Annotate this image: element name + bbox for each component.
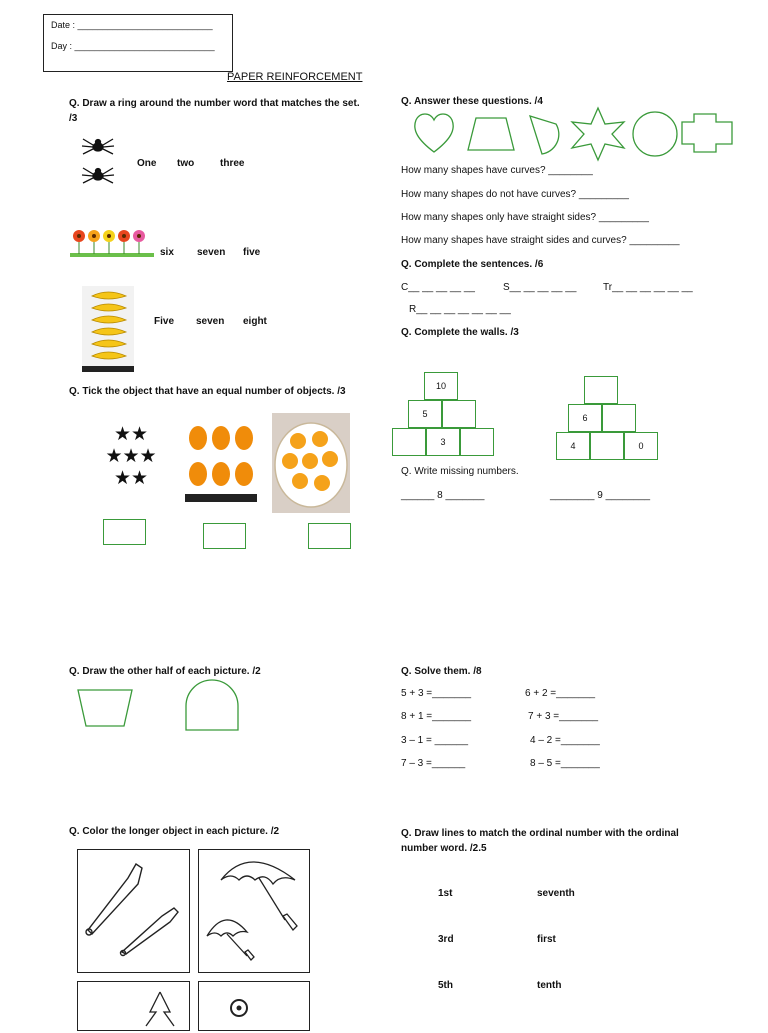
wall-left-top[interactable]: 10 <box>424 372 458 400</box>
heart-shape <box>415 114 453 152</box>
spiders-image <box>78 134 118 190</box>
wall-left-bot-2[interactable]: 3 <box>426 428 460 456</box>
tree-drawing <box>78 982 189 1030</box>
ring-word-2-3[interactable]: five <box>243 247 261 258</box>
ring-word-1-3[interactable]: three <box>220 158 245 169</box>
solve-question: Q. Solve them. /8 <box>401 666 482 677</box>
cross-shape <box>682 114 732 152</box>
solve-r3[interactable]: 4 – 2 =_______ <box>530 735 600 746</box>
wall-left-bot-3[interactable] <box>460 428 494 456</box>
sentence-r[interactable]: R__ __ __ __ __ __ __ <box>409 304 511 315</box>
circle-shape <box>633 112 677 156</box>
ring-question: Q. Draw a ring around the number word that matches the set. /3 <box>69 98 360 124</box>
shapes-line-1[interactable]: How many shapes have curves? ________ <box>401 165 593 176</box>
ring-word-2-1[interactable]: six <box>160 247 174 258</box>
missing-b[interactable]: ________ 9 ________ <box>550 490 651 501</box>
wall-right-mid-1[interactable]: 6 <box>568 404 602 432</box>
star-shape <box>572 108 624 160</box>
half-arch <box>186 680 238 730</box>
page-title: PAPER REINFORCEMENT <box>227 71 363 83</box>
sentences-question: Q. Complete the sentences. /6 <box>401 259 544 270</box>
semicircle-shape <box>530 116 559 154</box>
solve-l3[interactable]: 3 – 1 = ______ <box>401 735 469 746</box>
date-line[interactable]: Date : ___________________________ <box>51 20 213 30</box>
missing-question: Q. Write missing numbers. <box>401 466 519 477</box>
bananas-image <box>82 286 134 372</box>
solve-r1[interactable]: 6 + 2 =_______ <box>525 688 596 699</box>
tick-question: Q. Tick the object that have an equal number of objects. /3 <box>69 386 346 397</box>
tick-box-oranges[interactable] <box>203 523 246 549</box>
ordinal-word-3[interactable]: tenth <box>537 980 562 991</box>
ring-word-3-2[interactable]: seven <box>196 316 225 327</box>
bats-picture[interactable] <box>77 849 190 973</box>
trapezoid-shape <box>468 118 514 150</box>
shapes-line-2[interactable]: How many shapes do not have curves? _________ <box>401 189 629 200</box>
day-line[interactable]: Day : ____________________________ <box>51 41 215 51</box>
bowl-of-oranges-image <box>272 413 350 513</box>
solve-l1[interactable]: 5 + 3 =_______ <box>401 688 472 699</box>
ring-word-1-2[interactable]: two <box>177 158 195 169</box>
sentence-tr[interactable]: Tr__ __ __ __ __ __ <box>603 282 693 293</box>
flowers-image <box>70 226 154 260</box>
ordinal-num-1[interactable]: 1st <box>438 888 453 899</box>
shapes-question: Q. Answer these questions. /4 <box>401 96 543 107</box>
wall-right-mid-2[interactable] <box>602 404 636 432</box>
solve-l2[interactable]: 8 + 1 =_______ <box>401 711 472 722</box>
umbrellas-picture[interactable] <box>198 849 310 973</box>
missing-a[interactable]: ______ 8 _______ <box>401 490 485 501</box>
solve-r4[interactable]: 8 – 5 =_______ <box>530 758 600 769</box>
wall-right-bot-2[interactable] <box>590 432 624 460</box>
tick-box-stars[interactable] <box>103 519 146 545</box>
key-drawing <box>199 982 309 1030</box>
ordinal-word-2[interactable]: first <box>537 934 556 945</box>
stars-image: ★★ ★★★ ★★ <box>105 424 157 489</box>
wall-left-bot-1[interactable] <box>392 428 426 456</box>
color-question: Q. Color the longer object in each picture. /2 <box>69 826 280 837</box>
half-pictures <box>76 678 246 734</box>
wall-right-bot-1[interactable]: 4 <box>556 432 590 460</box>
shapes-row <box>410 106 740 162</box>
ordinal-num-3[interactable]: 5th <box>438 980 453 991</box>
ring-word-3-3[interactable]: eight <box>243 316 267 327</box>
ring-word-2-2[interactable]: seven <box>197 247 226 258</box>
solve-l4[interactable]: 7 – 3 =______ <box>401 758 466 769</box>
bats-drawing <box>78 850 189 972</box>
solve-r2[interactable]: 7 + 3 =_______ <box>528 711 599 722</box>
wall-left-mid-2[interactable] <box>442 400 476 428</box>
ordinal-word-1[interactable]: seventh <box>537 888 575 899</box>
half-question: Q. Draw the other half of each picture. /2 <box>69 666 261 677</box>
sentence-s[interactable]: S__ __ __ __ __ <box>503 282 577 293</box>
wall-right-bot-3[interactable]: 0 <box>624 432 658 460</box>
half-trapezoid <box>78 690 132 726</box>
shapes-line-4[interactable]: How many shapes have straight sides and curves? _________ <box>401 235 680 246</box>
sentence-c[interactable]: C__ __ __ __ __ <box>401 282 475 293</box>
ordinal-question: Q. Draw lines to match the ordinal number with the ordinal number word. /2.5 <box>401 828 679 854</box>
ring-word-1-1[interactable]: One <box>137 158 157 169</box>
shapes-line-3[interactable]: How many shapes only have straight sides? _________ <box>401 212 649 223</box>
walls-question: Q. Complete the walls. /3 <box>401 327 519 338</box>
ring-word-3-1[interactable]: Five <box>154 316 175 327</box>
oranges-image <box>185 422 257 504</box>
wall-right-top[interactable] <box>584 376 618 404</box>
ordinal-num-2[interactable]: 3rd <box>438 934 454 945</box>
tick-box-bowl[interactable] <box>308 523 351 549</box>
wall-left-mid-1[interactable]: 5 <box>408 400 442 428</box>
umbrellas-drawing <box>199 850 309 972</box>
